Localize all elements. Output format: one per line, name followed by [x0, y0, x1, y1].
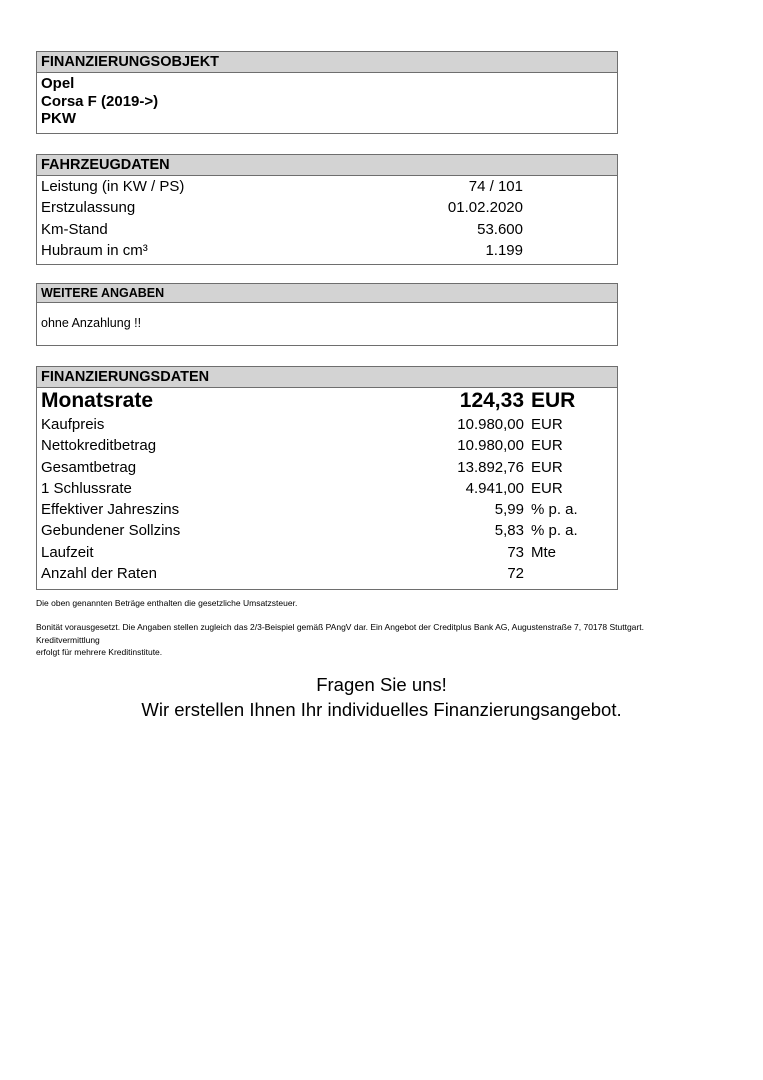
financing-row	[37, 478, 617, 499]
monthly-rate-label: Monatsrate	[41, 389, 154, 412]
row-label: Kaufpreis	[41, 416, 105, 433]
row-label: Gesamtbetrag	[41, 458, 137, 476]
legal-note-line: erfolgt für mehrere Kreditinstitute.	[36, 647, 163, 657]
row-value: 74 / 101	[468, 178, 523, 195]
financing-row	[37, 520, 617, 541]
financing-row	[37, 563, 617, 584]
vehicle-data-box	[36, 154, 618, 265]
financing-data-header: FINANZIERUNGSDATEN	[37, 367, 617, 388]
row-value: 72	[507, 565, 524, 583]
vehicle-data-row	[37, 240, 617, 261]
vat-note: Die oben genannten Beträge enthalten die gesetzliche Umsatzsteuer.	[36, 598, 298, 608]
financing-object-header: FINANZIERUNGSOBJEKT	[37, 52, 617, 73]
row-label: Km-Stand	[41, 220, 108, 238]
financing-row	[37, 499, 617, 520]
legal-note-line: Bonität vorausgesetzt. Die Angaben stellen zugleich das 2/3-Beispiel gemäß PAngV dar. Ein Angebot der Creditplus Bank AG, Augustenstraße 7, 70178 Stuttgart.	[36, 622, 644, 632]
legal-note-line: Kreditvermittlung	[36, 634, 100, 645]
vehicle-data-row	[37, 197, 617, 218]
row-value: 5,83	[494, 522, 524, 540]
financing-data-box	[36, 366, 618, 590]
row-unit: % p. a.	[531, 522, 578, 540]
row-label: 1 Schlussrate	[41, 479, 132, 497]
additional-info-text: ohne Anzahlung !!	[41, 316, 142, 330]
row-value: 4.941,00	[465, 479, 524, 497]
vehicle-data-row	[37, 176, 617, 197]
row-value: 13.892,76	[457, 458, 524, 476]
row-unit: EUR	[531, 458, 563, 476]
vehicle-data-header: FAHRZEUGDATEN	[37, 155, 617, 176]
row-label: Effektiver Jahreszins	[41, 501, 180, 519]
row-label: Gebundener Sollzins	[41, 522, 181, 540]
monthly-rate-value: 124,33	[459, 389, 524, 412]
row-value: 5,99	[494, 501, 524, 519]
row-value: 10.980,00	[457, 416, 524, 433]
additional-info-box	[36, 283, 618, 346]
row-value: 01.02.2020	[447, 199, 523, 217]
row-label: Erstzulassung	[41, 199, 136, 217]
cta-line-2: Wir erstellen Ihnen Ihr individuelles Finanzierungsangebot.	[141, 699, 622, 720]
row-value: 10.980,00	[457, 437, 524, 455]
row-unit: EUR	[531, 416, 563, 433]
row-value: 53.600	[477, 220, 523, 238]
financing-row	[37, 435, 617, 456]
legal-note	[36, 621, 736, 659]
monthly-rate-row	[37, 388, 617, 414]
vehicle-data-row	[37, 219, 617, 240]
row-label: Laufzeit	[41, 543, 94, 561]
row-unit: EUR	[531, 479, 563, 497]
row-unit: Mte	[531, 543, 557, 561]
financing-row	[37, 457, 617, 478]
row-unit: % p. a.	[531, 501, 578, 519]
financing-object-box	[36, 51, 618, 134]
row-value: 1.199	[485, 241, 523, 259]
row-label: Nettokreditbetrag	[41, 437, 157, 455]
row-label: Leistung (in KW / PS)	[41, 178, 185, 195]
vehicle-type: PKW	[41, 110, 76, 127]
vehicle-model: Corsa F (2019->)	[41, 92, 159, 110]
additional-info-header: WEITERE ANGABEN	[37, 284, 617, 303]
row-unit: EUR	[531, 437, 563, 455]
cta-line-1: Fragen Sie uns!	[316, 674, 447, 695]
row-label: Anzahl der Raten	[41, 565, 157, 583]
financing-row	[37, 414, 617, 435]
vehicle-make: Opel	[41, 75, 75, 92]
row-label: Hubraum in cm³	[41, 241, 148, 259]
row-value: 73	[507, 543, 524, 561]
financing-row	[37, 542, 617, 563]
monthly-rate-unit: EUR	[531, 389, 576, 412]
